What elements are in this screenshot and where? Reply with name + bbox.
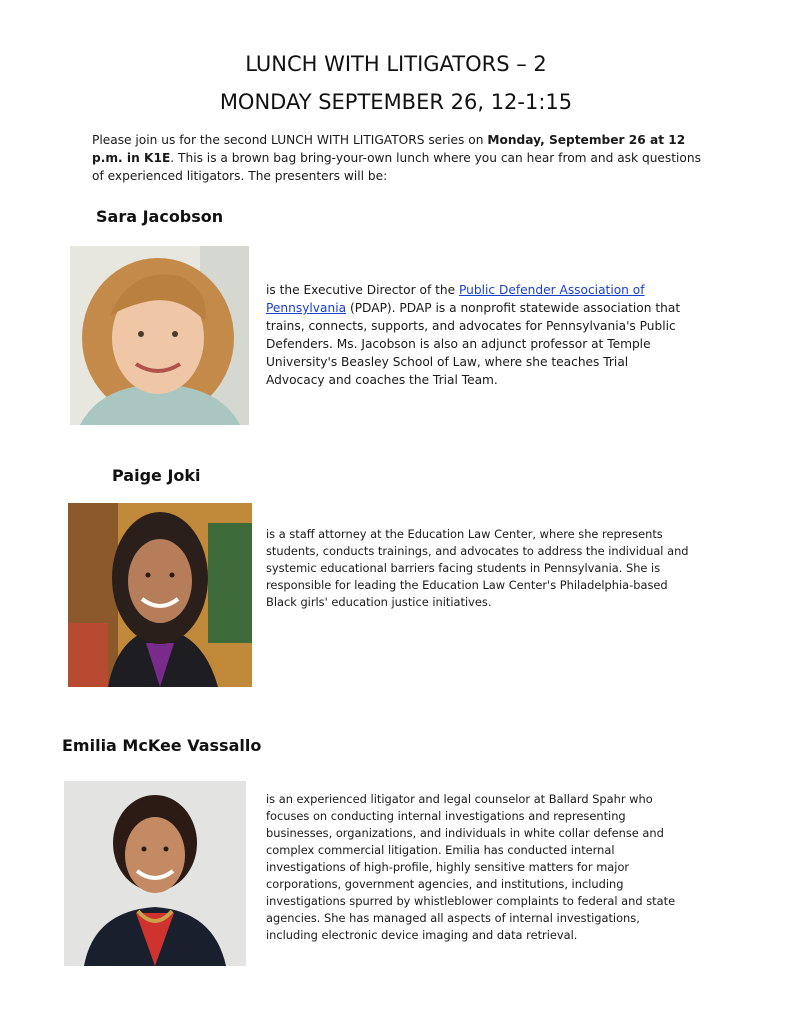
presenter-name: Sara Jacobson	[96, 207, 224, 226]
bio-text: is the Executive Director of the	[266, 283, 460, 297]
intro-text-after: . This is a brown bag bring-your-own lunch where you can hear from and ask questions of experienced litigators. The presenters will be:	[92, 151, 701, 183]
presenter-name: Emilia McKee Vassallo	[62, 736, 262, 755]
event-date-heading: MONDAY SEPTEMBER 26, 12-1:15	[219, 90, 573, 114]
intro-paragraph	[92, 131, 704, 185]
intro-text-before: Please join us for the second LUNCH WITH LITIGATORS series on	[92, 133, 488, 147]
presenter-bio	[266, 281, 690, 389]
portrait-photo-icon	[64, 781, 246, 966]
presenter-name: Paige Joki	[112, 466, 201, 485]
pdap-link[interactable]: Public Defender Association of Pennsylvania	[266, 283, 645, 315]
portrait-photo-icon	[68, 503, 252, 687]
presenter-bio: is an experienced litigator and legal counselor at Ballard Spahr who focuses on conducting internal investigations and representing businesses, organizations, and individuals in white collar defense and complex commercial litigation. Emilia has conducted internal investigations of high-profile, highly sensitive matters for major corporations, government agencies, and institutions, including investigations spurred by whistleblower complaints to federal and state agencies. She has managed all aspects of internal investigations, including electronic device imaging and data retrieval.	[266, 792, 676, 942]
bio-text: (PDAP). PDAP is a nonprofit statewide association that trains, connects, supports, and advocates for Pennsylvania's Public Defenders. Ms. Jacobson is also an adjunct professor at Temple University's Beasley School of Law, where she teaches Trial Advocacy and coaches the Trial Team.	[266, 301, 681, 387]
page-title: LUNCH WITH LITIGATORS – 2	[245, 52, 547, 76]
portrait-photo-icon	[70, 246, 249, 425]
presenter-bio: is a staff attorney at the Education Law Center, where she represents students, conducts trainings, and advocates to address the individual and systemic educational barriers facing students in Pennsylvania. She is responsible for leading the Education Law Center's Philadelphia-based Black girls' education justice initiatives.	[266, 527, 689, 609]
intro-bold-date: Monday, September 26 at 12 p.m. in K1E	[92, 133, 686, 165]
